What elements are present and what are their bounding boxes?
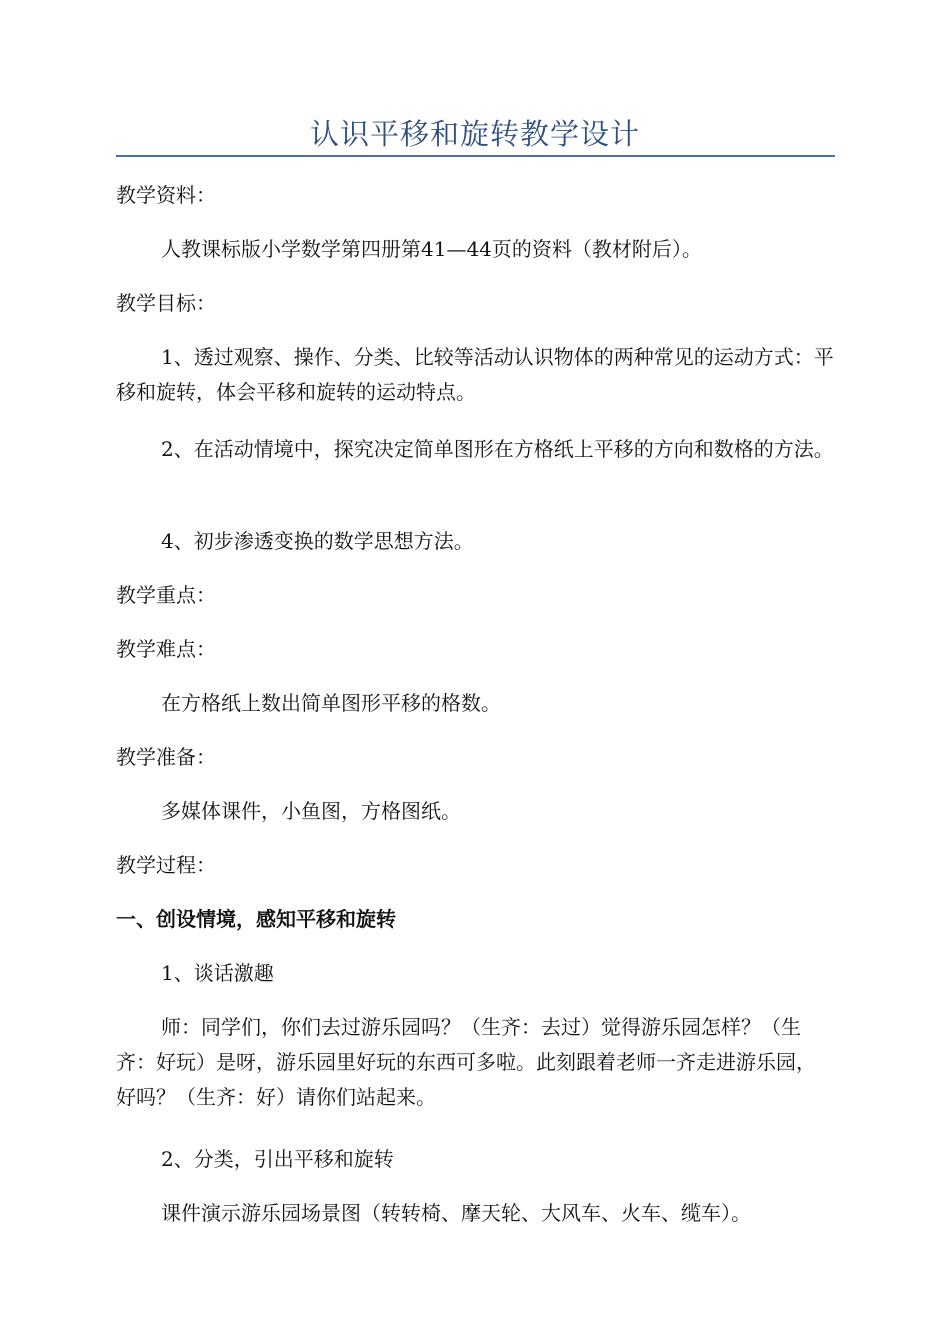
paragraph-objective-1: 1、透过观察、操作、分类、比较等活动认识物体的两种常见的运动方式：平移和旋转，体会平移和旋转的运动特点。 (116, 345, 834, 404)
paragraph-preparation: 多媒体课件，小鱼图，方格图纸。 (161, 799, 461, 823)
heading-key-points: 教学重点： (116, 583, 216, 607)
paragraph-difficulties: 在方格纸上数出简单图形平移的格数。 (161, 691, 501, 715)
subheading-2: 2、分类，引出平移和旋转 (161, 1147, 394, 1171)
section-heading-1: 一、创设情境，感知平移和旋转 (116, 907, 396, 931)
title-underline (116, 155, 835, 157)
paragraph-dialogue: 师：同学们，你们去过游乐园吗？（生齐：去过）觉得游乐园怎样？（生齐：好玩）是呀，游乐园里好玩的东西可多啦。此刻跟着老师一齐走进游乐园，好吗？（生齐：好）请你们站起来。 (116, 1015, 816, 1109)
subheading-1: 1、谈话激趣 (161, 961, 274, 985)
heading-process: 教学过程： (116, 853, 216, 877)
paragraph-materials: 人教课标版小学数学第四册第41—44页的资料（教材附后）。 (161, 237, 702, 261)
paragraph-objective-4: 4、初步渗透变换的数学思想方法。 (161, 529, 474, 553)
paragraph-courseware: 课件演示游乐园场景图（转转椅、摩天轮、大风车、火车、缆车）。 (161, 1201, 751, 1225)
heading-objectives: 教学目标： (116, 291, 216, 315)
document-title: 认识平移和旋转教学设计 (309, 117, 640, 151)
paragraph-objective-2: 2、在活动情境中，探究决定简单图形在方格纸上平移的方向和数格的方法。 (161, 437, 834, 461)
heading-preparation: 教学准备： (116, 745, 216, 769)
heading-difficulties: 教学难点： (116, 637, 216, 661)
heading-materials: 教学资料： (116, 183, 216, 207)
